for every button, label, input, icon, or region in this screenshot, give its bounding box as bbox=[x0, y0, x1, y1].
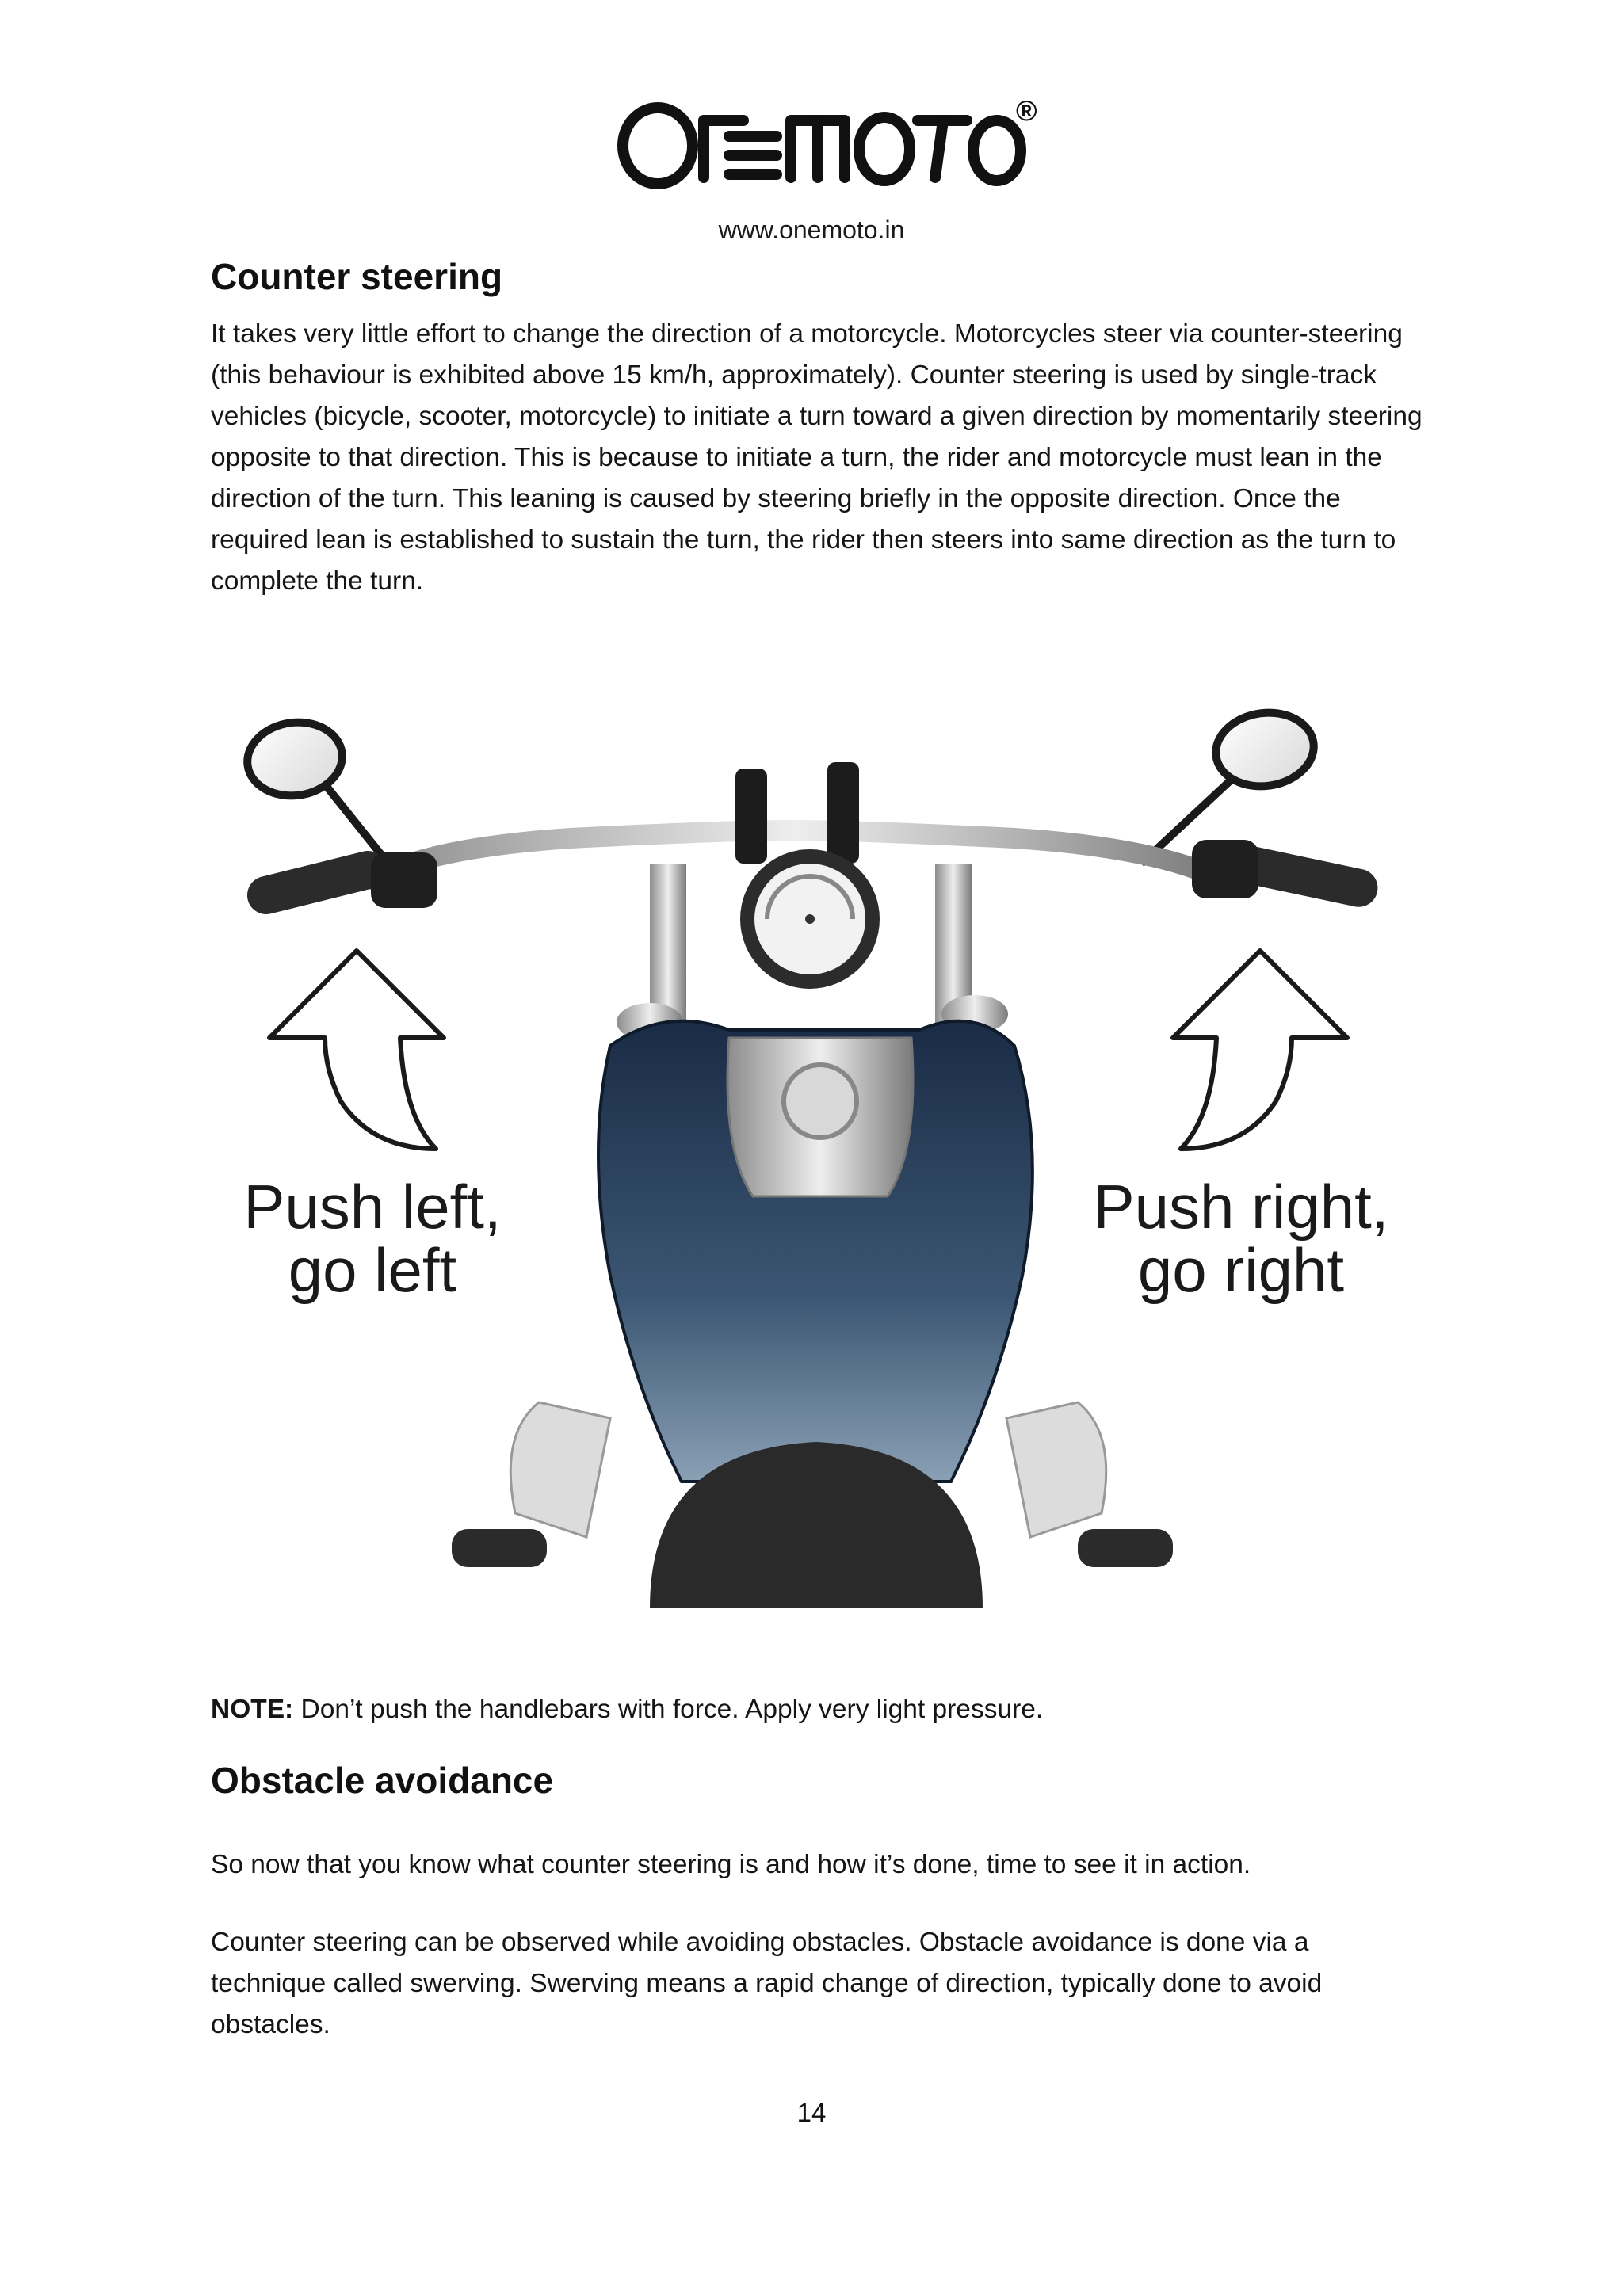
registered-mark: ® bbox=[1016, 94, 1037, 127]
push-right-label-line2: go right bbox=[1137, 1235, 1345, 1305]
onemoto-logo bbox=[610, 89, 1038, 200]
section-title-obstacle-avoidance: Obstacle avoidance bbox=[211, 1760, 554, 1801]
push-right-label-line1: Push right, bbox=[1093, 1172, 1389, 1241]
left-up-arrow-icon bbox=[269, 951, 444, 1149]
motorcycle-counter-steering-illustration bbox=[238, 705, 1411, 1608]
paragraph-obstacle-swerving: Counter steering can be observed while avoiding obstacles. Obstacle avoidance is done via a technique called swerving. Swerving means a rapid change of direction, typically done to avoid obstacles. bbox=[211, 1928, 1323, 2039]
left-mirror bbox=[242, 716, 388, 864]
right-up-arrow-icon bbox=[1173, 951, 1347, 1149]
paragraph-counter-steering: It takes very little effort to change the direction of a motorcycle. Motorcycles steer via counter-steering (this behaviour is exhibited above 15 km/h, approximately). Counter steering is used by single-track vehicles (bicycle, scooter, motorcycle) to initiate a turn toward a given direction by momentarily steering opposite to that direction. This is because to initiate a turn, the rider and motorcycle must lean in the direction of the turn. This leaning is caused by steering briefly in the opposite direction. Once the required lean is established to sustain the turn, the rider then steers into same direction as the turn to complete the turn. bbox=[211, 319, 1423, 596]
note-paragraph bbox=[211, 1689, 1431, 1730]
note-label: NOTE: bbox=[211, 1695, 294, 1724]
speedometer bbox=[740, 849, 880, 989]
push-left-label-line1: Push left, bbox=[243, 1172, 502, 1241]
push-left-label-line2: go left bbox=[288, 1235, 457, 1305]
paragraph-obstacle-intro: So now that you know what counter steering is and how it’s done, time to see it in action. bbox=[211, 1850, 1251, 1879]
section-title-counter-steering: Counter steering bbox=[211, 256, 503, 297]
page-number: 14 bbox=[796, 2098, 827, 2127]
note-text: Don’t push the handlebars with force. Apply very light pressure. bbox=[293, 1695, 1044, 1724]
left-grip bbox=[243, 847, 391, 918]
website-url[interactable]: www.onemoto.in bbox=[718, 215, 905, 244]
